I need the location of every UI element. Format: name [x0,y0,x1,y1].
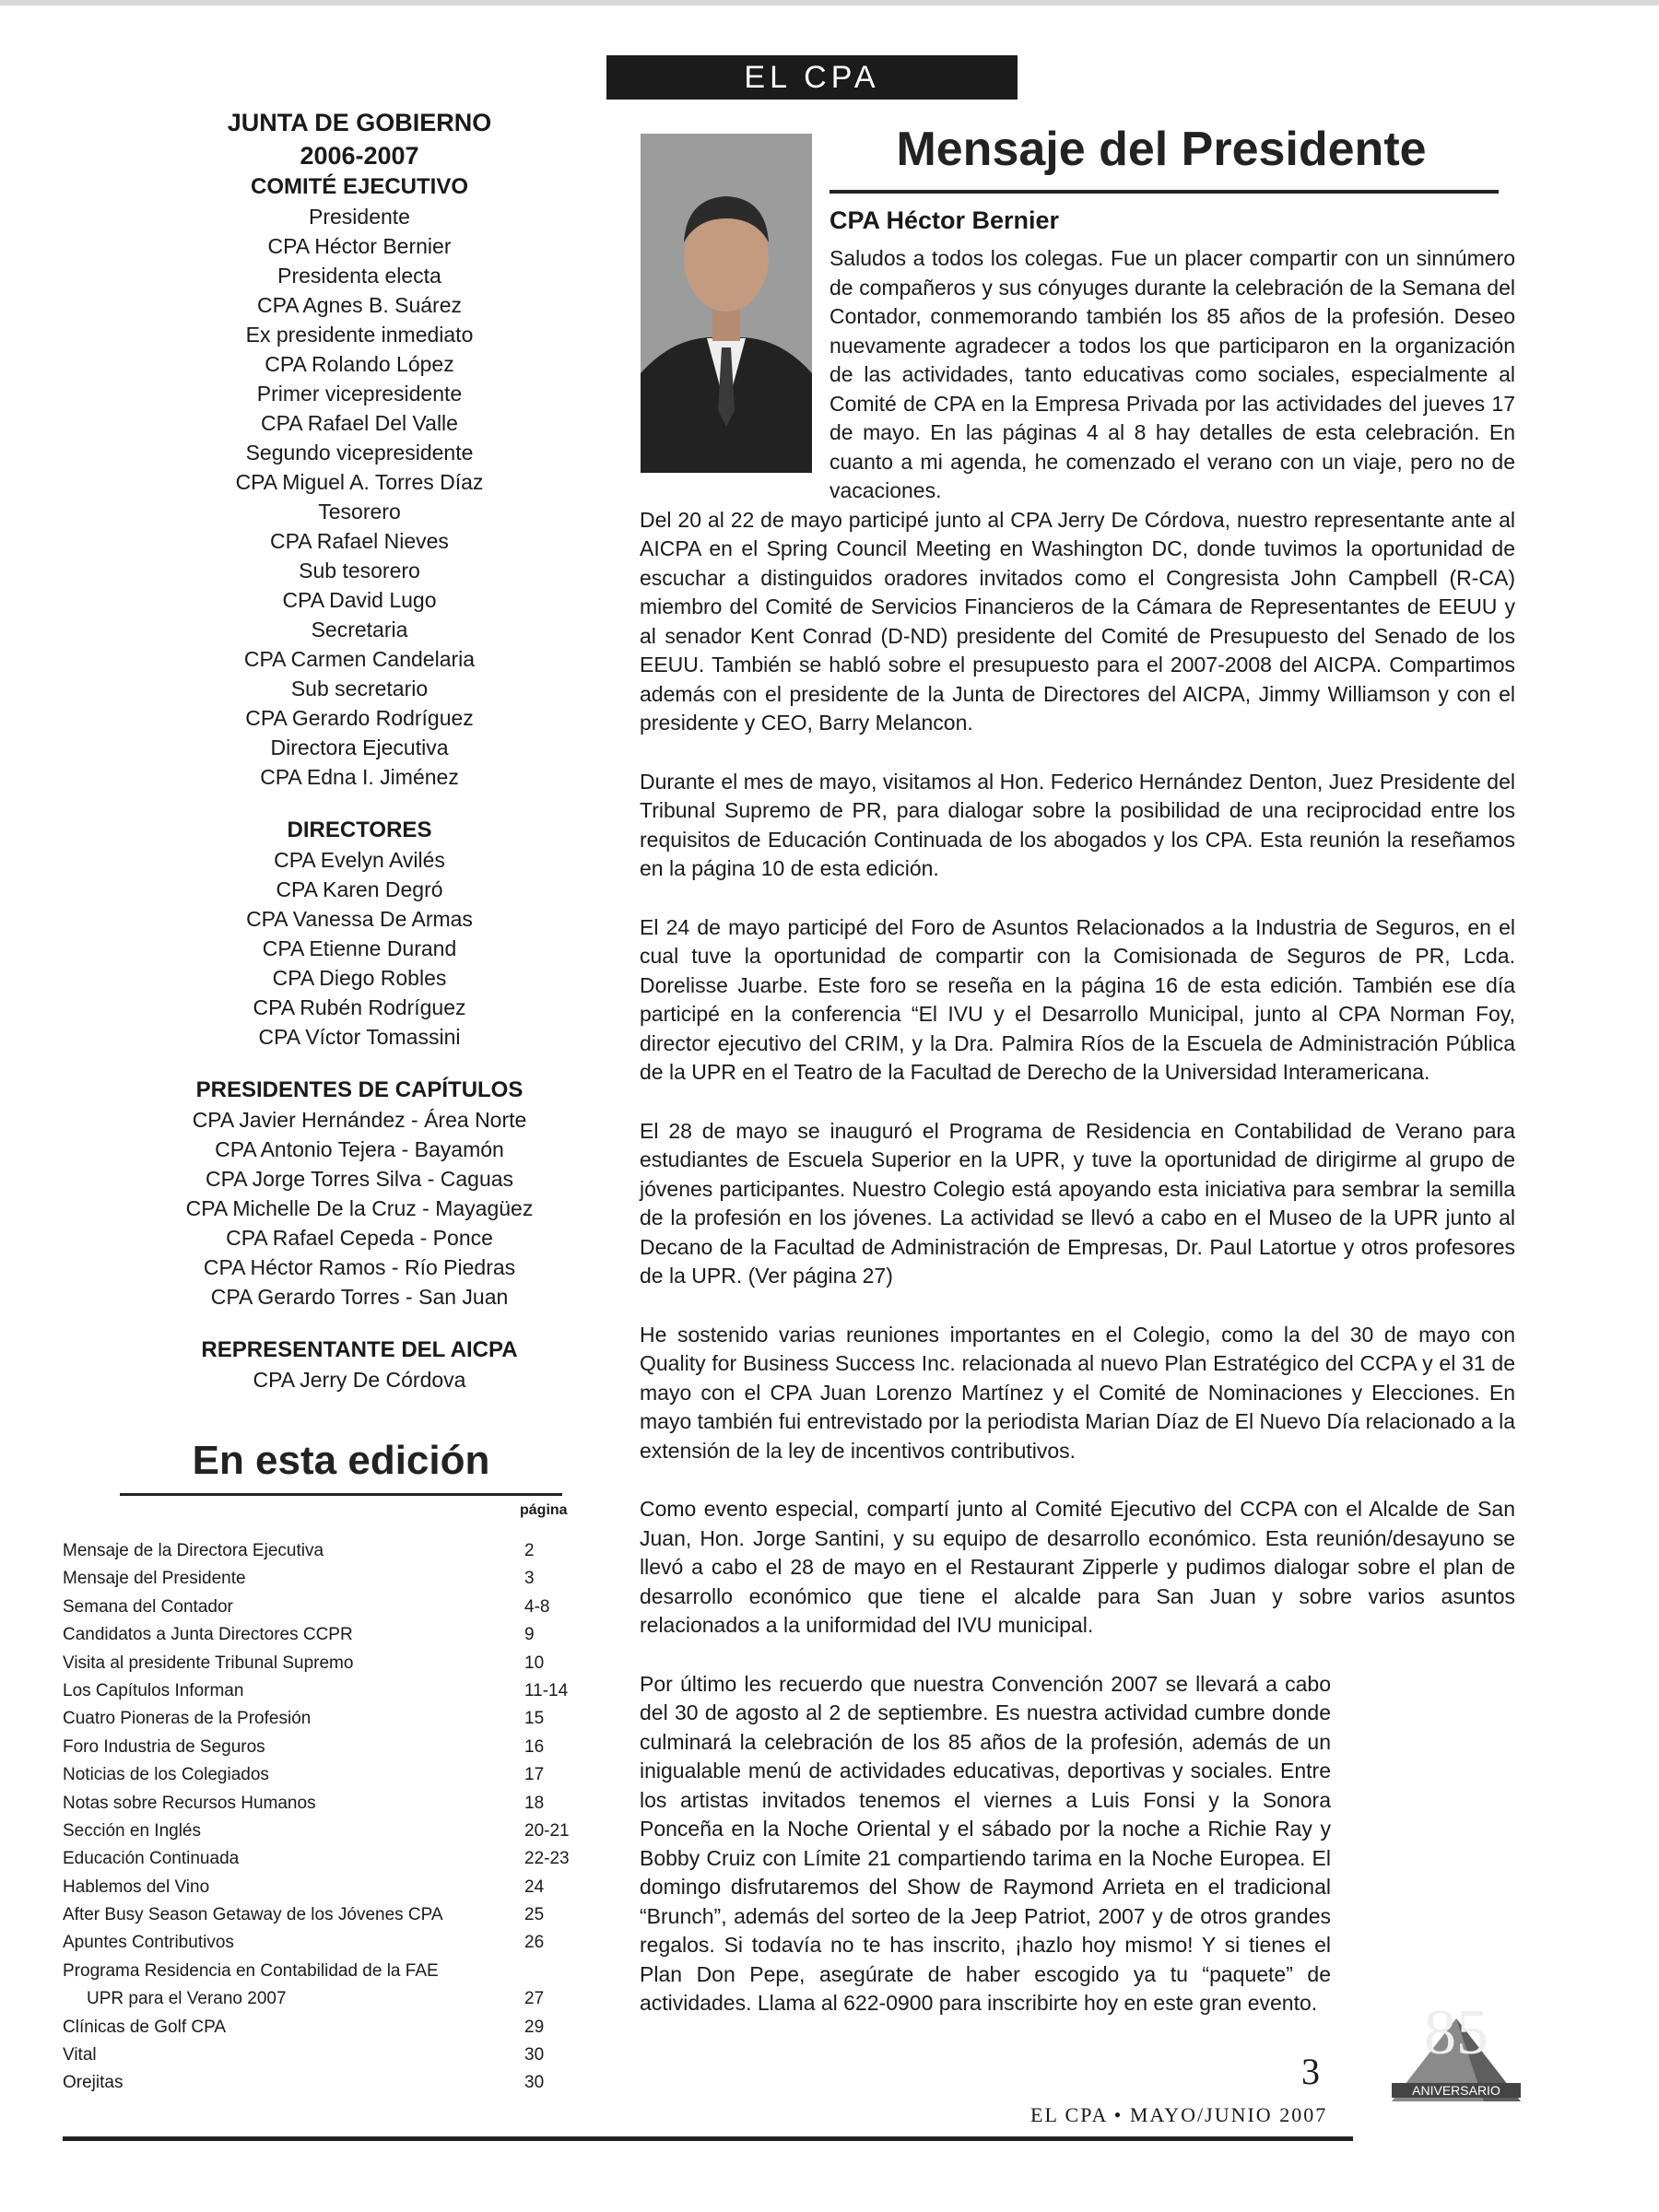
toc-page: 30 [524,2073,545,2093]
anniversary-logo [1382,1982,1530,2120]
toc-page: 9 [524,1625,535,1645]
toc-title: Cuatro Pioneras de la Profesión [63,1709,312,1729]
article-paragraph-3: El 24 de mayo participé del Foro de Asuntos Relacionados a la Industria de Seguros, en el cual tuve la oportunidad de compartir con la Comisionada de Seguros de PR, Lcda. Dorelisse Juarbe. Este foro se reseña en la página 16 de esta edición. También ese día participé en la conferencia “El IVU y el Desarrollo Municipal, junto al CPA Norman Foy, director ejecutivo del CRIM, y la Dra. Palmira Ríos de la Escuela de Administración Pública de la UPR en el Teatro de la Facultad de Derecho de la Universidad Interamericana. [640,914,1515,1084]
executive-entry: Sub tesorero [299,559,420,582]
chapter-president-entry: CPA Antonio Tejera - Bayamón [215,1137,504,1161]
executive-committee-heading: COMITÉ EJECUTIVO [250,174,469,199]
toc-row [63,1985,579,2013]
edition-rule [120,1493,562,1496]
article-paragraph-5: He sostenido varias reuniones importantes en el Colegio, como la del 30 de mayo con Quality for Business Success Inc. relacionada al nuevo Plan Estratégico del CCPA y el 31 de mayo con el CPA Juan Lorenzo Martínez y el Comité de Nominaciones y Elecciones. En mayo también fui entrevistado por la periodista Marian Díaz de El Nuevo Día relacionado a la extensión de la ley de incentivos contributivos. [640,1322,1515,1463]
toc-title: After Busy Season Getaway de los Jóvenes CPA [63,1905,443,1925]
anniversary-label: ANIVERSARIO [1412,2083,1500,2098]
toc-page: 17 [524,1765,545,1785]
board-title: JUNTA DE GOBIERNO [227,109,492,136]
toc-row [63,1818,579,1845]
toc-row [63,1790,579,1818]
toc-title: Mensaje de la Directora Ejecutiva [63,1541,324,1560]
executive-entry: Presidenta electa [277,264,441,288]
director-entry: CPA Vanessa De Armas [246,907,473,931]
toc-title: Noticias de los Colegiados [63,1765,269,1785]
aicpa-representative: CPA Jerry De Córdova [253,1368,466,1392]
toc-title: Vital [63,2045,97,2065]
board-years: 2006-2007 [300,142,419,170]
toc-page: 4-8 [524,1596,550,1617]
toc-page: 20-21 [524,1820,570,1841]
top-border [0,0,1659,6]
toc-row [63,2041,579,2069]
toc-row [63,1734,579,1761]
chapter-president-entry: CPA Gerardo Torres - San Juan [210,1285,509,1309]
toc-row [63,1901,579,1929]
toc-title: Programa Residencia en Contabilidad de la FAE [63,1960,439,1981]
article-paragraph-6: Como evento especial, compartí junto al Comité Ejecutivo del CCPA con el Alcalde de San Juan, Hon. Jorge Santini, y su equipo de desarrollo económico. Esta reunión/desayuno se llevó a cabo el 28 de mayo en el Restaurant Zipperle y pudimos dialogar sobre el plan de desarrollo económico que tiene el alcalde para San Juan y sobre varios asuntos relacionados a la uniformidad del IVU municipal. [640,1497,1515,1637]
toc-page: 22-23 [524,1849,570,1869]
executive-entry: Ex presidente inmediato [245,323,474,347]
executive-entry: CPA Rolando López [265,352,454,376]
title-rule [830,190,1499,194]
toc-page: 15 [524,1709,545,1729]
director-entry: CPA Diego Robles [272,966,447,990]
toc-page: 18 [524,1793,545,1813]
article-paragraph-7: Por último les recuerdo que nuestra Convención 2007 se llevará a cabo del 30 de agosto al 2 de septiembre. Es nuestra actividad cumbre donde culminará la celebración de los 85 años de la profesión, además de un inigualable menú de actividades educativas, deportivas y sociales. Entre los artistas invitados tenemos el viernes a Luis Fonsi y la Sonora Ponceña en la Noche Oriental y el sábado por la noche a Richie Ray y Bobby Cruiz con Límite 21 compartiendo tarima en la Noche Europea. El domingo disfrutaremos del Show de Raymond Arrieta en el tradicional “Brunch”, además del sorteo de la Jeep Patriot, 2007 y de otros grandes regalos. Si todavía no te has inscrito, ¡hazlo hoy mismo! Y si tienes el Plan Don Pepe, asegúrate de haber escogido ya tu “paquete” de actividades. Llama al 622-0900 para inscribirte hoy en este gran evento. [640,1671,1331,2015]
article-paragraph-1: Del 20 al 22 de mayo participé junto al CPA Jerry De Córdova, nuestro representante ante al AICPA en el Spring Council Meeting en Washington DC, donde tuvimos la oportunidad de escuchar a distinguidos oradores invitados como el Congresista John Campbell (R-CA) miembro del Comité de Servicios Financieros de la Cámara de Representantes de EEUU y al senador Kent Conrad (D-ND) presidente del Comité de Presupuesto del Senado de los EEUU. También se habló sobre el presupuesto para el 2007-2008 del AICPA. Compartimos además con el presidente de la Junta de Directores del AICPA, Jimmy Williamson y con el presidente y CEO, Barry Melancon. [640,507,1515,735]
toc-row [63,1874,579,1901]
chapter-president-entry: CPA Héctor Ramos - Río Piedras [203,1255,516,1279]
table-of-contents [63,1537,579,2098]
aicpa-heading: REPRESENTANTE DEL AICPA [201,1337,518,1362]
directors-list [129,845,590,1052]
executive-entry: Primer vicepresidente [256,382,463,406]
director-entry: CPA Rubén Rodríguez [253,995,466,1019]
toc-page: 27 [524,1989,545,2009]
executive-entry: CPA Agnes B. Suárez [256,293,463,317]
article-paragraph-4: El 28 de mayo se inauguró el Programa de Residencia en Contabilidad de Verano para estudiantes de Escuela Superior en la UPR, y tuve la oportunidad de dirigirme al grupo de jóvenes participantes. Nuestro Colegio está apoyando esta iniciativa para sembrar la semilla de la profesión en los jóvenes. La actividad se llevó a cabo en el Museo de la UPR junto al Decano de la Facultad de Administración de Empresas, Dr. Paul Latortue y otros profesores de la UPR. (Ver página 27) [640,1118,1515,1288]
footer-issue: EL CPA • MAYO/JUNIO 2007 [1030,2103,1328,2126]
directors-heading: DIRECTORES [287,818,432,842]
toc-row [63,1594,579,1621]
chapter-president-entry: CPA Michelle De la Cruz - Mayagüez [185,1196,534,1220]
edition-title: En esta edición [192,1438,490,1483]
toc-row [63,2069,579,2097]
toc-title: Notas sobre Recursos Humanos [63,1793,316,1813]
executive-entry: CPA Héctor Bernier [267,234,452,258]
magazine-banner: EL CPA [606,55,1018,100]
toc-page: 2 [524,1541,535,1560]
toc-row [63,1958,579,1985]
executive-entry: CPA Edna I. Jiménez [260,765,459,789]
toc-title: Semana del Contador [63,1596,233,1617]
article-intro: Saludos a todos los colegas. Fue un placer compartir con un sinnúmero de compañeros y sus cónyuges durante la celebración de la Semana del Contador, conmemorando también los 85 años de la profesión. Deseo nuevamente agradecer a todos los que participaron en la organización de las actividades, tanto educativas como sociales, especialmente al Comité de CPA en la Empresa Privada por las actividades del jueves 17 de mayo. En las páginas 4 al 8 hay detalles de esta celebración. En cuanto a mi agenda, he comenzado el verano con un viaje, pero no de vacaciones. [830,246,1515,502]
article-paragraph-2: Durante el mes de mayo, visitamos al Hon. Federico Hernández Denton, Juez Presidente del Tribunal Supremo de PR, para dialogar sobre la posibilidad de una reciprocidad entre los requisitos de Educación Continuada de los abogados y los CPA. Esta reunión la reseñamos en la página 10 de esta edición. [640,769,1515,880]
toc-title: Mensaje del Presidente [63,1569,246,1589]
toc-page: 11-14 [524,1680,569,1700]
chapter-president-entry: CPA Jorge Torres Silva - Caguas [205,1167,514,1191]
executive-entry: Segundo vicepresidente [245,441,474,465]
executive-entry: CPA Carmen Candelaria [243,647,476,671]
toc-title: Foro Industria de Seguros [63,1736,265,1757]
toc-page: 10 [524,1653,545,1673]
toc-row [63,2014,579,2041]
toc-page: 25 [524,1905,545,1925]
executive-committee-list [129,202,590,792]
bottom-rule [63,2136,1353,2141]
toc-title: Sección en Inglés [63,1820,201,1841]
toc-row [63,1650,579,1677]
board-list [129,106,590,1394]
toc-page: 3 [524,1569,535,1589]
anniversary-number: 85 [1424,1997,1488,2068]
toc-page: 16 [524,1736,545,1757]
chapters-heading: PRESIDENTES DE CAPÍTULOS [195,1077,524,1102]
toc-row [63,1845,579,1873]
toc-title: Educación Continuada [63,1849,240,1869]
toc-title: Los Capítulos Informan [63,1680,244,1700]
chapter-presidents-list [129,1105,590,1312]
chapter-president-entry: CPA Rafael Cepeda - Ponce [226,1226,493,1250]
toc-title: Apuntes Contributivos [63,1933,234,1953]
toc-row [63,1705,579,1733]
chapter-president-entry: CPA Javier Hernández - Área Norte [192,1108,527,1132]
executive-entry: CPA Gerardo Rodríguez [245,706,474,730]
toc-row [63,1565,579,1593]
toc-row [63,1761,579,1789]
executive-entry: Sub secretario [290,677,429,700]
toc-title: Hablemos del Vino [63,1877,210,1897]
toc-row [63,1929,579,1957]
executive-entry: Secretaria [311,618,408,641]
toc-page: 26 [524,1933,545,1953]
director-entry: CPA Etienne Durand [262,936,457,960]
article-title: Mensaje del Presidente [896,123,1427,176]
executive-entry: CPA David Lugo [282,588,437,612]
executive-entry: CPA Miguel A. Torres Díaz [235,470,484,494]
toc-page: 24 [524,1877,545,1897]
article-body [640,244,1515,2048]
toc-page: 30 [524,2045,545,2065]
toc-row [63,1621,579,1649]
director-entry: CPA Evelyn Avilés [274,848,445,872]
toc-title: Visita al presidente Tribunal Supremo [63,1653,354,1673]
executive-entry: Presidente [309,205,410,229]
toc-row [63,1677,579,1705]
toc-row [63,1537,579,1565]
toc-title: UPR para el Verano 2007 [87,1989,287,2009]
toc-page: 29 [524,2017,545,2037]
director-entry: CPA Víctor Tomassini [258,1025,461,1049]
executive-entry: CPA Rafael Nieves [270,529,449,553]
toc-title: Candidatos a Junta Directores CCPR [63,1625,353,1645]
executive-entry: Tesorero [318,500,401,524]
toc-title: Clínicas de Golf CPA [63,2017,227,2037]
article-author: CPA Héctor Bernier [830,206,1060,234]
director-entry: CPA Karen Degró [276,877,443,901]
page-column-header: página [520,1502,568,1518]
page-number: 3 [1301,2051,1320,2092]
executive-entry: CPA Rafael Del Valle [261,411,458,435]
executive-entry: Directora Ejecutiva [270,735,449,759]
toc-title: Orejitas [63,2073,124,2093]
